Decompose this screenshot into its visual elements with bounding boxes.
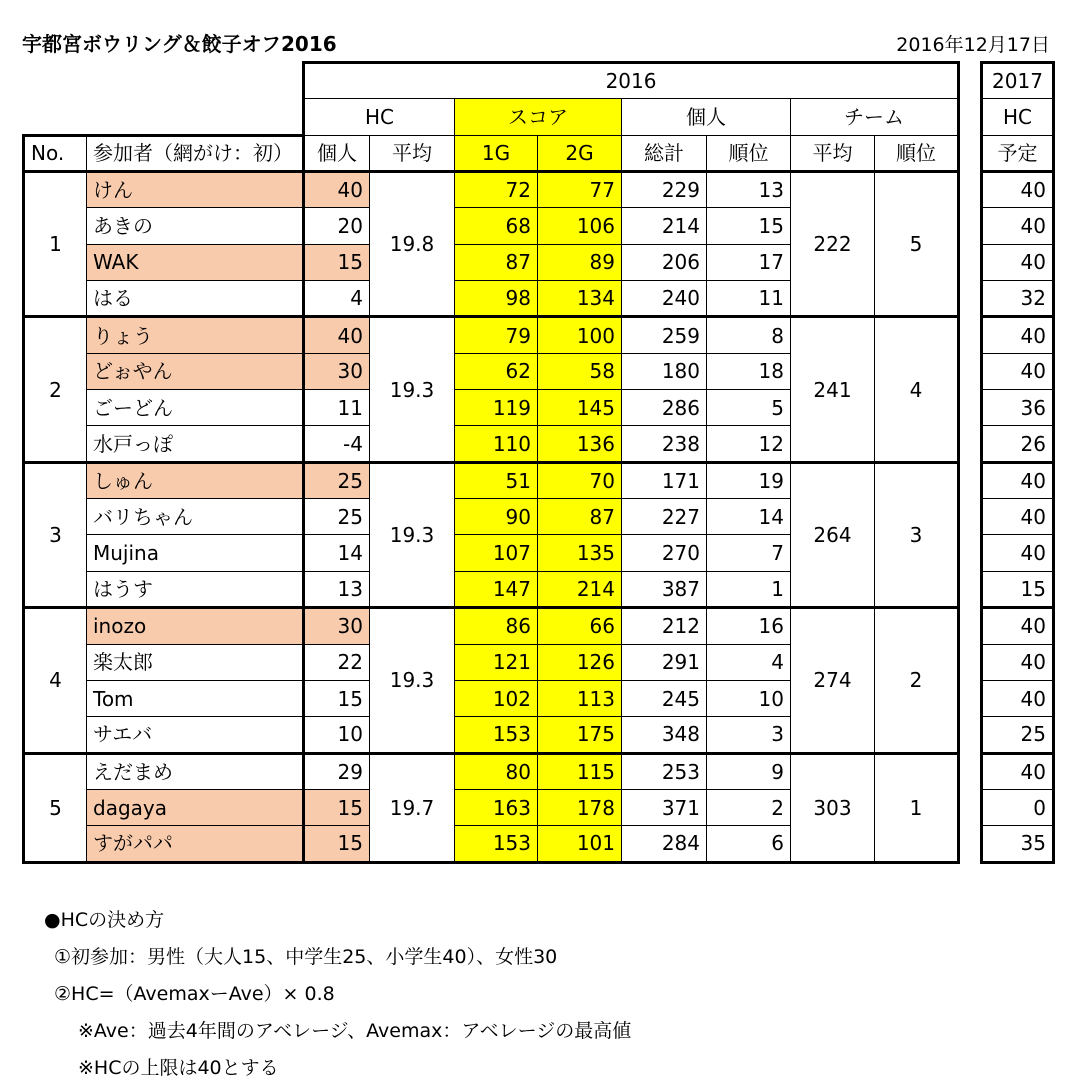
hc-2017: 40 (982, 462, 1054, 498)
hc-individual: 40 (304, 317, 370, 353)
individual-rank: 9 (707, 753, 791, 789)
participant-name: えだまめ (87, 753, 304, 789)
individual-rank: 1 (707, 571, 791, 607)
individual-total: 259 (622, 317, 707, 353)
table-row (24, 317, 959, 353)
hc-notes (44, 902, 631, 1087)
hc-2017: 40 (982, 172, 1054, 208)
score-game2: 134 (538, 281, 622, 317)
hc-individual: 15 (304, 826, 370, 862)
hc-individual: 10 (304, 717, 370, 753)
hc-2017: 25 (982, 717, 1054, 753)
participant-name: 楽太郎 (87, 644, 304, 680)
individual-header: 個人 (622, 99, 791, 135)
team-average: 222 (791, 172, 875, 317)
score-game1: 68 (455, 208, 538, 244)
table-row (982, 281, 1054, 317)
hc-2017: 0 (982, 789, 1054, 825)
table-row (24, 753, 959, 789)
individual-rank: 17 (707, 244, 791, 280)
hc-individual: 13 (304, 571, 370, 607)
team-rank: 4 (875, 317, 959, 462)
hc-individual: 29 (304, 753, 370, 789)
table-row (982, 535, 1054, 571)
score-game1: 98 (455, 281, 538, 317)
hc-individual: 15 (304, 680, 370, 716)
side-year-header: 2017 (982, 63, 1054, 99)
score-game2: 178 (538, 789, 622, 825)
note-line: ●HCの決め方 (44, 909, 165, 931)
individual-rank: 5 (707, 390, 791, 426)
table-row (982, 244, 1054, 280)
individual-rank: 18 (707, 353, 791, 389)
hc-2017: 40 (982, 753, 1054, 789)
year-header: 2016 (304, 63, 959, 99)
participant-name: はる (87, 281, 304, 317)
hc-2017: 40 (982, 680, 1054, 716)
page-title: 宇都宮ボウリング＆餃子オフ2016 (22, 32, 337, 56)
team-rank: 1 (875, 753, 959, 862)
individual-total: 387 (622, 571, 707, 607)
score-header: スコア (455, 99, 622, 135)
hc-2017: 40 (982, 535, 1054, 571)
hc-2017-table (980, 61, 1055, 864)
hc-individual: 15 (304, 244, 370, 280)
individual-rank: 13 (707, 172, 791, 208)
score-game2: 89 (538, 244, 622, 280)
individual-total: 245 (622, 680, 707, 716)
participant-name: Tom (87, 680, 304, 716)
team-number: 1 (24, 172, 87, 317)
hc-individual: 30 (304, 353, 370, 389)
team-number: 5 (24, 753, 87, 862)
score-game1: 163 (455, 789, 538, 825)
participant-name: Mujina (87, 535, 304, 571)
individual-total: 286 (622, 390, 707, 426)
table-row (982, 826, 1054, 862)
hc-individual: 22 (304, 644, 370, 680)
score-game1: 90 (455, 499, 538, 535)
table-row (982, 789, 1054, 825)
team-rank-header: 順位 (875, 135, 959, 171)
rank-header: 順位 (707, 135, 791, 171)
score-game2: 100 (538, 317, 622, 353)
table-row (982, 499, 1054, 535)
hc-individual: 30 (304, 608, 370, 644)
individual-rank: 2 (707, 789, 791, 825)
individual-rank: 4 (707, 644, 791, 680)
table-row (982, 571, 1054, 607)
individual-total: 348 (622, 717, 707, 753)
hc-average-header: 平均 (370, 135, 455, 171)
hc-individual: 20 (304, 208, 370, 244)
individual-rank: 11 (707, 281, 791, 317)
participant-name: はうす (87, 571, 304, 607)
participant-name: しゅん (87, 462, 304, 498)
table-row (982, 644, 1054, 680)
score-game1: 79 (455, 317, 538, 353)
participant-name: バリちゃん (87, 499, 304, 535)
team-header: チーム (791, 99, 959, 135)
table-row (982, 462, 1054, 498)
team-average: 274 (791, 608, 875, 753)
participant-name: dagaya (87, 789, 304, 825)
score-game1: 107 (455, 535, 538, 571)
hc-individual: 14 (304, 535, 370, 571)
hc-2017: 40 (982, 353, 1054, 389)
score-game2: 214 (538, 571, 622, 607)
individual-total: 291 (622, 644, 707, 680)
score-game1: 87 (455, 244, 538, 280)
score-game2: 70 (538, 462, 622, 498)
score-game1: 51 (455, 462, 538, 498)
individual-rank: 12 (707, 426, 791, 462)
hc-2017: 40 (982, 208, 1054, 244)
table-row (982, 317, 1054, 353)
game2-header: 2G (538, 135, 622, 171)
individual-rank: 8 (707, 317, 791, 353)
team-average: 241 (791, 317, 875, 462)
score-game2: 126 (538, 644, 622, 680)
score-game2: 113 (538, 680, 622, 716)
participant-name: WAK (87, 244, 304, 280)
score-game1: 147 (455, 571, 538, 607)
participant-name: あきの (87, 208, 304, 244)
hc-individual: 40 (304, 172, 370, 208)
individual-rank: 16 (707, 608, 791, 644)
side-hc-header: HC (982, 99, 1054, 135)
score-game1: 119 (455, 390, 538, 426)
hc-individual: 11 (304, 390, 370, 426)
score-game2: 66 (538, 608, 622, 644)
team-rank: 2 (875, 608, 959, 753)
hc-average: 19.3 (370, 608, 455, 753)
hc-2017: 36 (982, 390, 1054, 426)
table-row (982, 426, 1054, 462)
event-date: 2016年12月17日 (896, 34, 1050, 56)
score-game1: 62 (455, 353, 538, 389)
score-game2: 77 (538, 172, 622, 208)
score-game1: 102 (455, 680, 538, 716)
team-average: 264 (791, 462, 875, 607)
table-row (982, 353, 1054, 389)
table-row (982, 680, 1054, 716)
team-number: 3 (24, 462, 87, 607)
hc-2017: 32 (982, 281, 1054, 317)
team-average-header: 平均 (791, 135, 875, 171)
score-game2: 115 (538, 753, 622, 789)
individual-rank: 6 (707, 826, 791, 862)
hc-average: 19.3 (370, 317, 455, 462)
score-game2: 87 (538, 499, 622, 535)
participant-name: ごーどん (87, 390, 304, 426)
participant-name: inozo (87, 608, 304, 644)
score-game2: 106 (538, 208, 622, 244)
table-row (982, 753, 1054, 789)
results-table (22, 61, 960, 864)
hc-individual: 25 (304, 462, 370, 498)
individual-total: 270 (622, 535, 707, 571)
hc-header: HC (304, 99, 455, 135)
hc-individual: 4 (304, 281, 370, 317)
note-line: ※Ave：過去4年間のアベレージ、Avemax：アベレージの最高値 (78, 1020, 632, 1042)
individual-total: 240 (622, 281, 707, 317)
note-line: ②HC=（AvemaxーAve）× 0.8 (54, 983, 335, 1005)
hc-average: 19.7 (370, 753, 455, 862)
participant-name: サエバ (87, 717, 304, 753)
individual-rank: 19 (707, 462, 791, 498)
hc-individual: 15 (304, 789, 370, 825)
team-rank: 5 (875, 172, 959, 317)
hc-2017: 40 (982, 644, 1054, 680)
individual-total: 206 (622, 244, 707, 280)
hc-average: 19.8 (370, 172, 455, 317)
table-row (982, 390, 1054, 426)
score-game2: 145 (538, 390, 622, 426)
individual-total: 284 (622, 826, 707, 862)
score-game1: 153 (455, 717, 538, 753)
team-number: 2 (24, 317, 87, 462)
individual-total: 253 (622, 753, 707, 789)
score-game1: 153 (455, 826, 538, 862)
individual-total: 238 (622, 426, 707, 462)
individual-total: 371 (622, 789, 707, 825)
score-game2: 175 (538, 717, 622, 753)
individual-rank: 10 (707, 680, 791, 716)
hc-2017: 40 (982, 499, 1054, 535)
participant-name: すがパパ (87, 826, 304, 862)
table-row (982, 172, 1054, 208)
table-row (24, 462, 959, 498)
note-line: ①初参加：男性（大人15、中学生25、小学生40）、女性30 (54, 946, 558, 968)
score-game1: 80 (455, 753, 538, 789)
score-game2: 136 (538, 426, 622, 462)
table-row (982, 717, 1054, 753)
hc-individual: 25 (304, 499, 370, 535)
individual-total: 227 (622, 499, 707, 535)
table-row (24, 608, 959, 644)
individual-total: 229 (622, 172, 707, 208)
note-line: ※HCの上限は40とする (78, 1057, 279, 1079)
individual-rank: 7 (707, 535, 791, 571)
hc-2017: 40 (982, 317, 1054, 353)
participant-name: どぉやん (87, 353, 304, 389)
hc-average: 19.3 (370, 462, 455, 607)
hc-2017: 15 (982, 571, 1054, 607)
team-average: 303 (791, 753, 875, 862)
score-game2: 101 (538, 826, 622, 862)
hc-individual-header: 個人 (304, 135, 370, 171)
hc-2017: 35 (982, 826, 1054, 862)
participant-name: りょう (87, 317, 304, 353)
hc-individual: -4 (304, 426, 370, 462)
score-game1: 86 (455, 608, 538, 644)
score-game2: 58 (538, 353, 622, 389)
no-header: No. (24, 135, 87, 171)
table-row (24, 172, 959, 208)
participant-name: 水戸っぽ (87, 426, 304, 462)
participant-header: 参加者（網がけ：初） (87, 135, 304, 171)
individual-rank: 15 (707, 208, 791, 244)
side-planned-header: 予定 (982, 135, 1054, 171)
hc-2017: 26 (982, 426, 1054, 462)
total-header: 総計 (622, 135, 707, 171)
individual-rank: 14 (707, 499, 791, 535)
team-rank: 3 (875, 462, 959, 607)
individual-total: 214 (622, 208, 707, 244)
team-number: 4 (24, 608, 87, 753)
score-game1: 72 (455, 172, 538, 208)
individual-total: 180 (622, 353, 707, 389)
hc-2017: 40 (982, 608, 1054, 644)
table-row (982, 208, 1054, 244)
participant-name: けん (87, 172, 304, 208)
table-row (982, 608, 1054, 644)
score-game1: 110 (455, 426, 538, 462)
individual-total: 212 (622, 608, 707, 644)
hc-2017: 40 (982, 244, 1054, 280)
game1-header: 1G (455, 135, 538, 171)
individual-rank: 3 (707, 717, 791, 753)
individual-total: 171 (622, 462, 707, 498)
score-game1: 121 (455, 644, 538, 680)
score-game2: 135 (538, 535, 622, 571)
